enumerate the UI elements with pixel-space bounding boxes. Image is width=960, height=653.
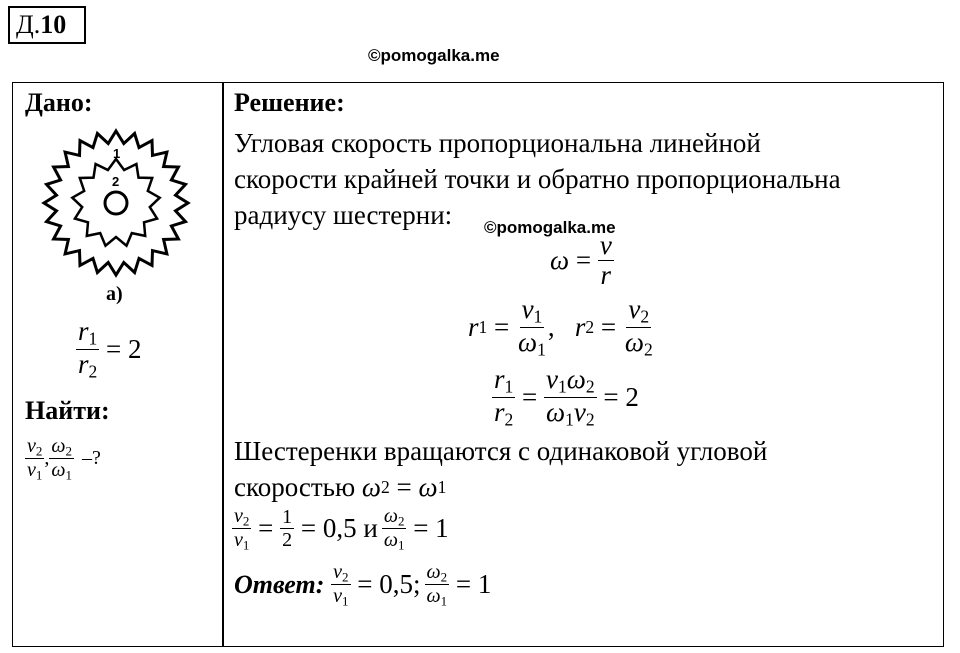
find-suffix: –? <box>82 447 101 470</box>
result-one: 1 <box>435 513 449 544</box>
solution-text-line-2: скорости крайней точки и обратно пропорциональна <box>234 164 841 194</box>
ratio-result: 2 <box>625 381 639 412</box>
gear-inner <box>72 159 159 246</box>
gear-label-1: 1 <box>113 146 121 161</box>
column-divider <box>222 82 224 647</box>
task-prefix: Д. <box>16 10 41 39</box>
result-line: $\frac{v_2}{v_1}$ = $\frac{1}{2}$ = 0,5 и $\frac{\omega_2}{\omega_1}$ = 1 <box>234 505 449 553</box>
formula-ratio: $\frac{r_1}{r_2}$ = $\frac{v_1\omega_2}{\omega_1v_2}$ = 2 <box>494 364 639 430</box>
given-title: Дано: <box>25 88 93 117</box>
formula-omega: ω = $\frac{v}{r}$ <box>550 230 612 290</box>
gear-label-2: 2 <box>112 174 120 189</box>
result-half: 0,5 <box>322 513 357 544</box>
answer-first: 0,5; <box>379 569 421 600</box>
solution-text-line-3: радиусу шестерни: <box>234 200 453 230</box>
solution-text2-line-1: Шестеренки вращаются с одинаковой угловой <box>234 436 768 466</box>
formula-radii: r 1 = $\frac{v_1}{\omega_1}$ , r 2 = $\frac{v_2}{\omega_2}$ <box>468 294 653 360</box>
task-number-badge <box>8 6 86 44</box>
task-number: 10 <box>40 10 67 39</box>
gear-figure <box>38 128 198 278</box>
solution-text-line-1: Угловая скорость пропорциональна линейной <box>234 128 761 158</box>
given-ratio: $\frac{r_1}{r_2}$ = 2 <box>78 316 142 382</box>
answer-second: 1 <box>477 569 492 600</box>
gear-axle <box>105 192 127 214</box>
solution-text2-line-2: скоростью ω 2 = ω 1 <box>234 472 447 502</box>
watermark-top: ©pomogalka.me <box>368 46 500 65</box>
solution-title: Решение: <box>234 88 345 117</box>
result-denominator: 2 <box>282 529 293 552</box>
given-ratio-value: 2 <box>128 333 142 364</box>
answer-line: Ответ: $\frac{v_2}{v_1}$ = 0,5; $\frac{\omega_2}{\omega_1}$ = 1 <box>234 561 492 609</box>
result-and: и <box>363 513 378 544</box>
find-title: Найти: <box>25 396 110 425</box>
find-expression: $\frac{v_2}{v_1}$ , $\frac{\omega_2}{\omega_1}$ –? <box>27 435 101 483</box>
figure-label: а) <box>106 283 123 305</box>
watermark-middle: ©pomogalka.me <box>484 218 616 237</box>
solution-text2-word: скоростью <box>234 472 356 502</box>
answer-label: Ответ: <box>234 569 325 599</box>
